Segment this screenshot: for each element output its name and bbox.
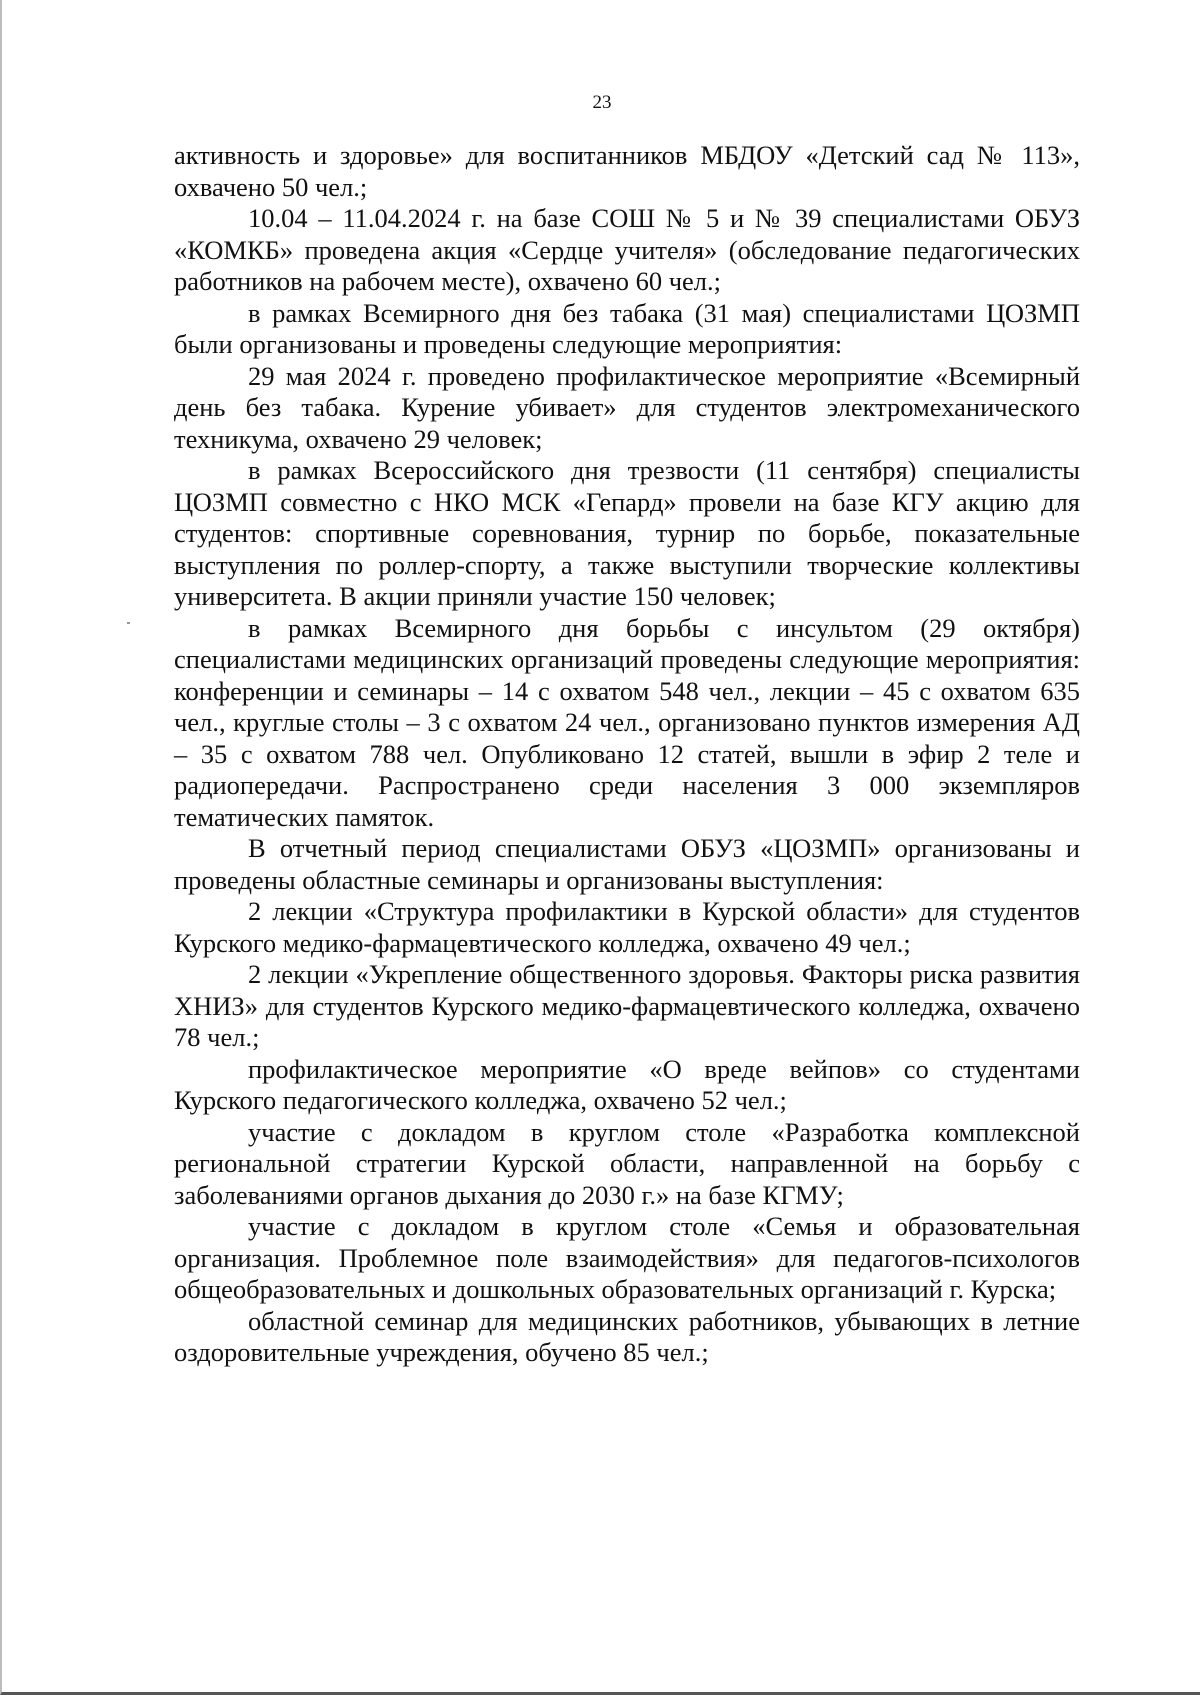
paragraph: 2 лекции «Укрепление общественного здоровья. Факторы риска развития ХНИЗ» для студентов Курского медико-фармацевтического колледжа, охвачено 78 чел.; — [174, 959, 1080, 1052]
page-number: 23 — [592, 92, 612, 113]
paragraph: В отчетный период специалистами ОБУЗ «ЦОЗМП» организованы и проведены областные семинары и организованы выступления: — [174, 833, 1080, 895]
paragraph: 29 мая 2024 г. проведено профилактическое мероприятие «Всемирный день без табака. Курение убивает» для студентов электромеханического техникума, охвачено 29 человек; — [174, 360, 1080, 454]
scan-speck — [127, 622, 130, 624]
paragraph: участие с докладом в круглом столе «Семья и образовательная организация. Проблемное поле взаимодействия» для педагогов-психологов общеобразовательных и дошкольных образовательных организаций г. Курска; — [174, 1211, 1080, 1304]
paragraph: в рамках Всероссийского дня трезвости (11 сентября) специалисты ЦОЗМП совместно с НКО МСК «Гепард» провели на базе КГУ акцию для студентов: спортивные соревнования, турнир по борьбе, показательные выступления по роллер-спорту, а также выступили творческие коллективы университета. В акции приняли участие 150 человек; — [174, 455, 1080, 611]
paragraph: активность и здоровье» для воспитанников МБДОУ «Детский сад № 113», охвачено 50 чел.; — [174, 140, 1080, 202]
paragraph: 10.04 – 11.04.2024 г. на базе СОШ № 5 и № 39 специалистами ОБУЗ «КОМКБ» проведена акция «Сердце учителя» (обследование педагогических работников на рабочем месте), охвачено 60 чел.; — [174, 203, 1080, 296]
paragraph: областной семинар для медицинских работников, убывающих в летние оздоровительные учреждения, обучено 85 чел.; — [174, 1305, 1080, 1367]
paragraph: 2 лекции «Структура профилактики в Курской области» для студентов Курского медико-фармацевтического колледжа, охвачено 49 чел.; — [174, 896, 1080, 958]
paragraph: профилактическое мероприятие «О вреде вейпов» со студентами Курского педагогического колледжа, охвачено 52 чел.; — [174, 1053, 1080, 1115]
paragraph: в рамках Всемирного дня борьбы с инсультом (29 октября) специалистами медицинских организаций проведены следующие мероприятия: конференции и семинары – 14 с охватом 548 чел., лекции – 45 с охватом 635 чел., круглые столы – 3 с охватом 24 чел., организовано пунктов измерения АД – 35 с охватом 788 чел. Опубликовано 12 статей, вышли в эфир 2 теле и радиопередачи. Распространено среди населения 3 000 экземпляров тематических памяток. — [174, 612, 1080, 832]
paragraph: в рамках Всемирного дня без табака (31 мая) специалистами ЦОЗМП были организованы и проведены следующие мероприятия: — [174, 297, 1080, 359]
paragraph: участие с докладом в круглом столе «Разработка комплексной региональной стратегии Курской области, направленной на борьбу с заболеваниями органов дыхания до 2030 г.» на базе КГМУ; — [174, 1116, 1080, 1210]
body-text — [174, 140, 1080, 1369]
